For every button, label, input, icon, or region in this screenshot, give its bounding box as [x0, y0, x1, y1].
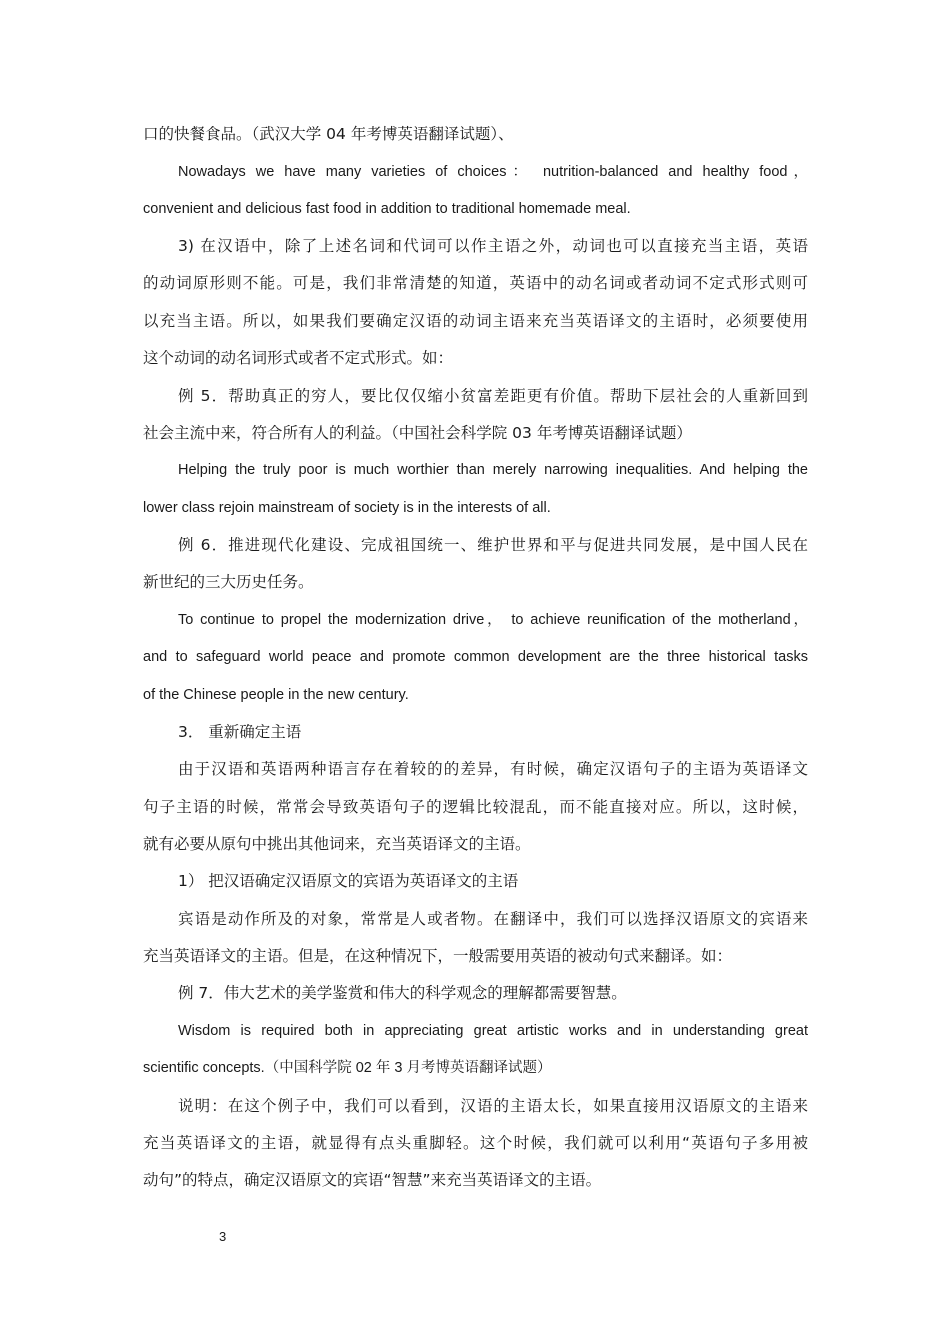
text-line: To continue to propel the modernization drive， to achieve reunification of the motherland， [178, 612, 808, 628]
text-line: 以充当主语。所以，如果我们要确定汉语的动词主语来充当英语译文的主语时，必须要使用 [143, 312, 808, 330]
text-line: 口的快餐食品。（武汉大学 04 年考博英语翻译试题）、 [143, 125, 514, 143]
text-line: 例 6．推进现代化建设、完成祖国统一、维护世界和平与促进共同发展，是中国人民在 [178, 536, 808, 554]
page-number: 3 [219, 1229, 227, 1244]
text-line: 就有必要从原句中挑出其他词来，充当英语译文的主语。 [143, 835, 531, 853]
text-line: 充当英语译文的主语。但是，在这种情况下，一般需要用英语的被动句式来翻译。如： [143, 947, 733, 965]
text-line: 例 5．帮助真正的穷人，要比仅仅缩小贫富差距更有价值。帮助下层社会的人重新回到 [178, 387, 808, 405]
text-line: scientific concepts.（中国科学院 02 年 3 月考博英语翻译试题） [143, 1060, 552, 1076]
text-line: of the Chinese people in the new century. [143, 687, 409, 703]
text-line: 宾语是动作所及的对象，常常是人或者物。在翻译中，我们可以选择汉语原文的宾语来 [178, 910, 808, 928]
text-line: 新世纪的三大历史任务。 [143, 573, 314, 591]
text-line: lower class rejoin mainstream of society is in the interests of all. [143, 500, 551, 516]
text-line: Wisdom is required both in appreciating great artistic works and in understanding great [178, 1023, 808, 1039]
text-line: 3) 在汉语中，除了上述名词和代词可以作主语之外，动词也可以直接充当主语，英语 [178, 237, 808, 255]
text-line: 例 7．伟大艺术的美学鉴赏和伟大的科学观念的理解都需要智慧。 [178, 984, 627, 1002]
subsection-heading: 1） 把汉语确定汉语原文的宾语为英语译文的主语 [178, 872, 519, 890]
text-line: 这个动词的动名词形式或者不定式形式。如： [143, 349, 454, 367]
text-line: 充当英语译文的主语，就显得有点头重脚轻。这个时候，我们就可以利用“英语句子多用被 [143, 1134, 808, 1152]
section-heading: 3． 重新确定主语 [178, 723, 302, 741]
text-line: 句子主语的时候，常常会导致英语句子的逻辑比较混乱，而不能直接对应。所以，这时候， [143, 798, 808, 816]
text-line: Nowadays we have many varieties of choices： nutrition-balanced and healthy food， [178, 164, 808, 180]
text-line: 的动词原形则不能。可是，我们非常清楚的知道，英语中的动名词或者动词不定式形式则可 [143, 274, 808, 292]
text-line: 动句”的特点，确定汉语原文的宾语“智慧”来充当英语译文的主语。 [143, 1171, 602, 1189]
text-line: Helping the truly poor is much worthier than merely narrowing inequalities. And helping the [178, 462, 808, 478]
text-line: 由于汉语和英语两种语言存在着较的的差异，有时候，确定汉语句子的主语为英语译文 [178, 760, 808, 778]
text-line: and to safeguard world peace and promote common development are the three historical tasks [143, 649, 808, 665]
text-line: convenient and delicious fast food in addition to traditional homemade meal. [143, 201, 631, 217]
text-line: 说明：在这个例子中，我们可以看到，汉语的主语太长，如果直接用汉语原文的主语来 [178, 1097, 808, 1115]
text-line: 社会主流中来，符合所有人的利益。（中国社会科学院 03 年考博英语翻译试题） [143, 424, 692, 442]
